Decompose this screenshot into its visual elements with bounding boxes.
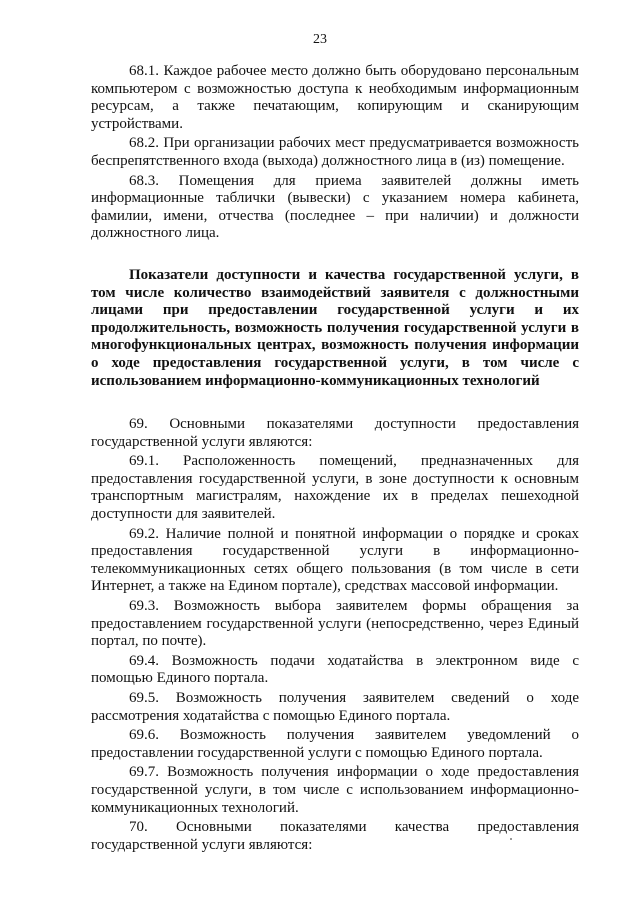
paragraph-69-2: 69.2. Наличие полной и понятной информации о порядке и сроках предоставления государственной услуги в информационно-телекоммуникационных сетях общего пользования (в том числе в сети Интернет, а также на Едином портале), средствах массовой информации. xyxy=(91,525,579,595)
scan-speck xyxy=(510,838,512,840)
document-body xyxy=(91,63,579,854)
section-heading: Показатели доступности и качества государственной услуги, в том числе количество взаимодействий заявителя с должностными лицами при предоставлении государственной услуги и их продолжительность, возможность получения государственной услуги в многофункциональных центрах, возможность получения информации о ходе предоставления государственной услуги, в том числе с использованием информационно-коммуникационных технологий xyxy=(91,266,579,389)
paragraph-69-6: 69.6. Возможность получения заявителем уведомлений о предоставлении государственной услуги с помощью Единого портала. xyxy=(91,727,579,761)
paragraph-70: 70. Основными показателями качества предоставления государственной услуги являются: xyxy=(91,819,579,853)
paragraph-68-2: 68.2. При организации рабочих мест предусматривается возможность беспрепятственного входа (выхода) должностного лица в (из) помещение. xyxy=(91,135,579,169)
paragraph-68-1: 68.1. Каждое рабочее место должно быть оборудовано персональным компьютером с возможностью доступа к необходимым информационным ресурсам, а также печатающим, копирующим и сканирующим устройствами. xyxy=(91,63,579,132)
paragraph-69-4: 69.4. Возможность подачи ходатайства в электронном виде с помощью Единого портала. xyxy=(91,652,579,687)
paragraph-69-7: 69.7. Возможность получения информации о ходе предоставления государственной услуги, в том числе с использованием информационно-коммуникационных технологий. xyxy=(91,764,579,816)
paragraph-69-5: 69.5. Возможность получения заявителем сведений о ходе рассмотрения ходатайства с помощью Единого портала. xyxy=(91,690,579,724)
page-number: 23 xyxy=(313,32,327,47)
paragraph-69-1: 69.1. Расположенность помещений, предназначенных для предоставления государственной услуги, в зоне доступности к основным транспортным магистралям, нахождение их в пределах пешеходной доступности для заявителей. xyxy=(91,453,579,523)
paragraph-68-3: 68.3. Помещения для приема заявителей должны иметь информационные таблички (вывески) с указанием номера кабинета, фамилии, имени, отчества (последнее – при наличии) и должности должностного лица. xyxy=(91,172,579,242)
paragraph-69-3: 69.3. Возможность выбора заявителем формы обращения за предоставлением государственной услуги (непосредственно, через Единый портал, по почте). xyxy=(91,598,579,650)
paragraph-69: 69. Основными показателями доступности предоставления государственной услуги являются: xyxy=(91,416,579,450)
